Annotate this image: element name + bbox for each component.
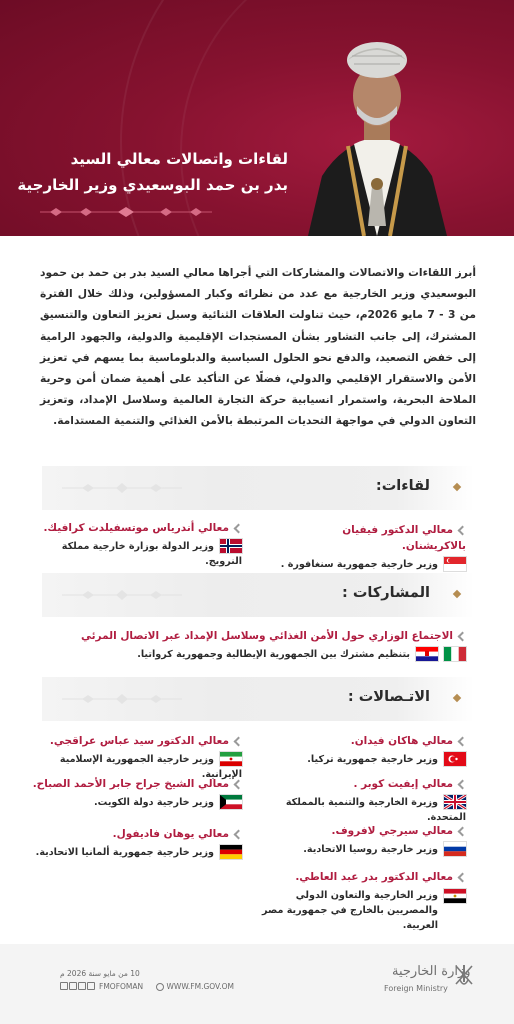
chevron-icon: [458, 826, 468, 836]
publish-date: 10 من مايو سنة 2026 م: [60, 969, 140, 978]
person-role: وزير خارجية جمهورية سنغافورة .: [280, 559, 438, 570]
person-role: وزير خارجية روسيا الاتحادية.: [303, 844, 438, 855]
diamond-bullet-icon: [453, 483, 461, 491]
social-handle[interactable]: FMOFOMAN: [99, 982, 144, 991]
ornament-divider: [62, 693, 182, 705]
call-entry: [266, 823, 466, 857]
person-name: معالي الدكتور فيفيان بالاكريشنان.: [342, 524, 466, 552]
header-subtitle: بدر بن حمد البوسعيدي وزير الخارجية: [17, 176, 288, 194]
person-name: معالي الشيخ جراح جابر الأحمد الصباح.: [32, 778, 229, 790]
ministry-logo-arabic: وزارة الخارجية: [392, 964, 471, 979]
event-organizer: بتنظيم مشترك بين الجمهورية الإيطالية وجمهورية كرواتيا.: [137, 649, 410, 660]
section-title-meetings: لقاءات:: [375, 478, 430, 494]
chevron-icon: [458, 779, 468, 789]
call-entry: [26, 776, 242, 810]
person-role: وزير خارجية جمهورية تركيا.: [307, 754, 438, 765]
call-entry: [26, 826, 242, 860]
chevron-icon: [234, 829, 244, 839]
person-name: معالي أندرياس موتسفيلدت كرافيك.: [43, 522, 229, 534]
chevron-icon: [234, 736, 244, 746]
person-role: وزير خارجية الجمهورية الإسلامية الإيرانية.: [59, 754, 242, 780]
italy-flag-icon: [444, 647, 466, 661]
call-entry: [256, 776, 466, 825]
call-entry: [266, 733, 466, 767]
croatia-flag-icon: [416, 647, 438, 661]
norway-flag-icon: [220, 539, 242, 553]
chevron-icon: [458, 736, 468, 746]
person-name: معالي الدكتور بدر عبد العاطي.: [295, 871, 453, 883]
turkey-flag-icon: [444, 752, 466, 766]
egypt-flag-icon: [444, 889, 466, 903]
diamond-bullet-icon: [453, 694, 461, 702]
instagram-icon[interactable]: [87, 982, 95, 990]
oman-emblem-icon: [452, 962, 476, 988]
youtube-icon[interactable]: [60, 982, 68, 990]
kuwait-flag-icon: [220, 795, 242, 809]
x-icon[interactable]: [69, 982, 77, 990]
diamond-bullet-icon: [453, 590, 461, 598]
person-role: وزير الدولة بوزارة خارجية مملكة النرويج.: [61, 541, 242, 567]
person-role: وزيرة الخارجية والتنمية بالمملكة المتحدة.: [285, 797, 466, 823]
call-entry: [256, 869, 466, 933]
event-name: الاجتماع الوزاري حول الأمن الغذائي وسلاسل الإمداد عبر الاتصال المرئي: [80, 630, 453, 642]
footer-links: [60, 982, 234, 992]
minister-portrait: [302, 26, 452, 236]
ministry-logo-english: Foreign Ministry: [384, 984, 448, 993]
ornament-divider: [40, 206, 212, 218]
participation-entry: [46, 628, 466, 662]
russia-flag-icon: [444, 842, 466, 856]
section-title-calls: الاتـصالات :: [347, 689, 430, 705]
section-title-participations: المشاركات :: [342, 585, 430, 601]
meeting-entry: [276, 522, 466, 572]
person-role: وزير الخارجية والتعاون الدولي والمصريين بالخارج في جمهورية مصر العربية.: [262, 890, 438, 931]
ornament-divider: [62, 482, 182, 494]
singapore-flag-icon: [444, 557, 466, 571]
germany-flag-icon: [220, 845, 242, 859]
social-icons: [60, 982, 99, 992]
globe-icon: [156, 983, 164, 991]
section-bar-calls: [42, 677, 474, 721]
chevron-icon: [458, 631, 468, 641]
uk-flag-icon: [444, 795, 466, 809]
facebook-icon[interactable]: [78, 982, 86, 990]
call-entry: [26, 733, 242, 782]
person-name: معالي إيفيت كوبر .: [353, 778, 453, 790]
person-role: وزير خارجية دولة الكويت.: [94, 797, 214, 808]
person-role: وزير خارجية جمهورية ألمانيا الاتحادية.: [35, 847, 214, 858]
website-link[interactable]: WWW.FM.GOV.OM: [166, 982, 234, 991]
person-name: معالي الدكتور سيد عباس عراقجي.: [49, 735, 229, 747]
section-bar-meetings: [42, 466, 474, 510]
chevron-icon: [458, 525, 468, 535]
section-bar-participations: [42, 573, 474, 617]
chevron-icon: [458, 872, 468, 882]
header-banner: [0, 0, 514, 236]
footer: [0, 944, 514, 1024]
meeting-entry: [32, 520, 242, 569]
header-title: لقاءات واتصالات معالي السيد: [70, 150, 288, 168]
chevron-icon: [234, 779, 244, 789]
chevron-icon: [234, 523, 244, 533]
person-name: معالي هاكان فيدان.: [350, 735, 453, 747]
ornament-divider: [62, 589, 182, 601]
person-name: معالي سيرجي لافروف.: [331, 825, 453, 837]
iran-flag-icon: [220, 752, 242, 766]
intro-paragraph: أبرز اللقاءات والاتصالات والمشاركات التي أجراها معالي السيد بدر بن حمد بن حمود البوسعيدي وزير الخارجية مع عدد من نظرائه وكبار المسؤولين، وذلك خلال الفترة من 3 - 7 مايو 2026م، حيث تناولت العلاقات الثنائية وسبل تعزيز التعاون والتنسيق المشترك، إلى جانب التشاور بشأن المستجدات الإقليمية والدولية، والجهود الرامية إلى خفض التصعيد، والدفع نحو الحلول السياسية والدبلوماسية بما يسهم في تعزيز الأمن والاستقرار الإقليمي والدولي، فضلًا عن التأكيد على أهمية ضمان أمن وحرية الملاحة البحرية، واستمرار انسيابية حركة التجارة العالمية وسلاسل الإمداد، وتعزيز التعاون الدولي في مواجهة التحديات المرتبطة بالأمن الغذائي والتنمية المستدامة.: [40, 266, 476, 428]
person-name: معالي يوهان فاديفول.: [112, 828, 229, 840]
